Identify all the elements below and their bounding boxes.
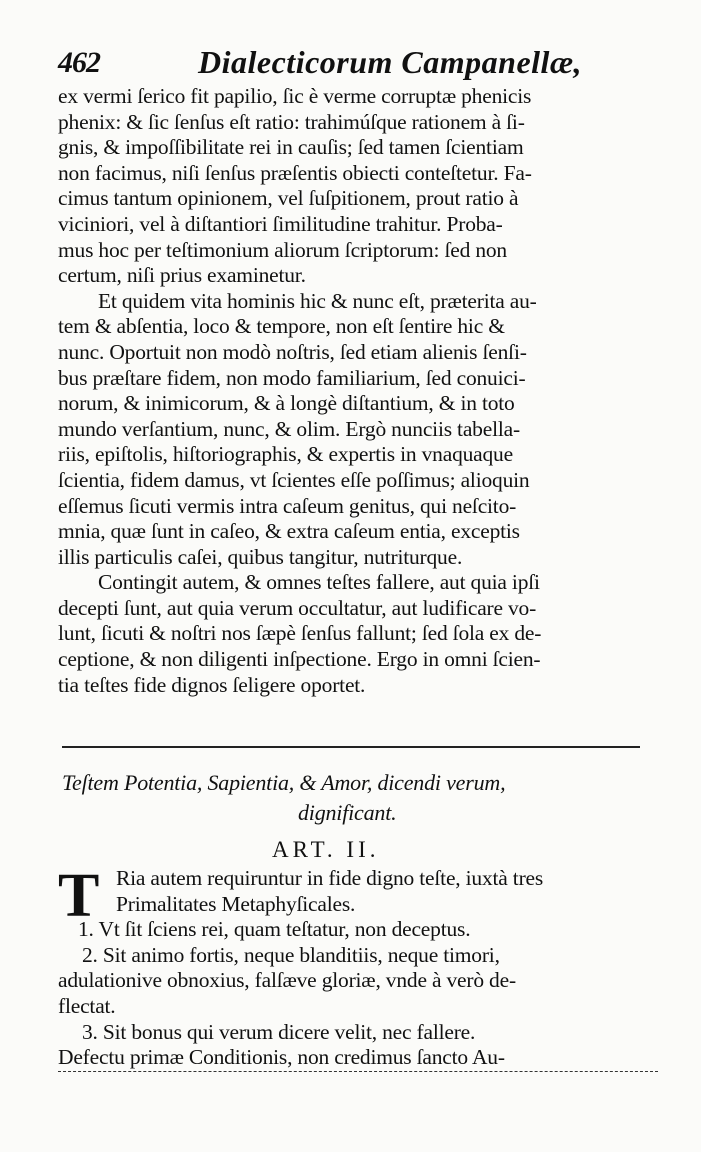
text-line: mnia, quæ ſunt in caſeo, & extra caſeum entia, exceptis <box>58 519 520 544</box>
text-line: phenix: & ſic ſenſus eſt ratio: trahimúſque rationem à ſi- <box>58 109 525 134</box>
text-line: gnis, & impoſſibilitate rei in cauſis; ſed tamen ſcientiam <box>58 135 524 160</box>
page-number: 462 <box>58 46 100 79</box>
text-line: illis particulis caſei, quibus tangitur, nutriturque. <box>58 544 463 569</box>
text-line: eſſemus ſicuti vermis intra caſeum genitus, qui neſcito- <box>58 493 517 518</box>
text-line: bus præſtare fidem, non modo familiarium, ſed conuici- <box>58 365 526 390</box>
drop-cap: T <box>58 862 100 930</box>
text-line: Contingit autem, & omnes teſtes fallere, aut quia ipſi <box>98 570 540 595</box>
text-line: certum, niſi prius examinetur. <box>58 263 306 288</box>
text-line: mundo verſantium, nunc, & olim. Ergò nunciis tabella- <box>58 416 520 441</box>
text-line: flectat. <box>58 993 116 1018</box>
list-item: 3. Sit bonus qui verum dicere velit, nec fallere. <box>82 1019 476 1044</box>
section-heading <box>62 768 652 828</box>
article-label: ART. II. <box>272 837 380 862</box>
text-line: riis, epiſtolis, hiſtoriographis, & expertis in vnaquaque <box>58 442 513 467</box>
main-text <box>58 84 648 698</box>
text-line: norum, & inimicorum, & à longè diſtantium, & in toto <box>58 391 515 416</box>
text-line: viciniori, vel à diſtantiori ſimilitudine trahitur. Proba- <box>58 211 503 236</box>
paragraph-2 <box>58 289 648 571</box>
section-divider <box>62 746 640 748</box>
paragraph-1 <box>58 84 648 289</box>
text-line: non facimus, niſi ſenſus præſentis obiecti conteſtetur. Fa- <box>58 160 532 185</box>
text-line: decepti ſunt, aut quia verum occultatur, aut ludificare vo- <box>58 595 537 620</box>
article-body <box>58 862 658 1072</box>
text-line: adulationive obnoxius, falſæve gloriæ, vnde à verò de- <box>58 968 516 993</box>
text-line: Ria autem requiruntur in fide digno teſte, iuxtà tres <box>116 866 544 890</box>
text-line: ſcientia, fidem damus, vt ſcientes eſſe poſſimus; alioquin <box>58 467 530 492</box>
list-item: 1. Vt ſit ſciens rei, quam teſtatur, non deceptus. <box>78 917 471 942</box>
text-line: lunt, ſicuti & noſtri nos ſæpè ſenſus fallunt; ſed ſola ex de- <box>58 621 542 646</box>
text-line: Et quidem vita hominis hic & nunc eſt, præterita au- <box>98 288 537 313</box>
section-heading-line: Teſtem Potentia, Sapientia, & Amor, dicendi verum, <box>62 770 506 795</box>
text-line: tia teſtes fide dignos ſeligere oportet. <box>58 672 366 697</box>
page-header <box>58 40 658 88</box>
running-head: Dialecticorum Campanellæ, <box>198 44 583 80</box>
text-line: tem & abſentia, loco & tempore, non eſt ſentire hic & <box>58 314 505 339</box>
text-line: ex vermi ſerico fit papilio, ſic è verme corruptæ phenicis <box>58 84 532 108</box>
paragraph-3 <box>58 570 648 698</box>
text-line: Primalitates Metaphyſicales. <box>116 891 356 916</box>
text-line: Defectu primæ Conditionis, non credimus ſancto Au- <box>58 1045 658 1072</box>
text-line: cimus tantum opinionem, vel ſuſpitionem, prout ratio à <box>58 186 519 211</box>
list-item: 2. Sit animo fortis, neque blanditiis, neque timori, <box>82 942 500 967</box>
text-line: ceptione, & non diligenti inſpectione. Ergo in omni ſcien- <box>58 647 541 672</box>
text-line: nunc. Oportuit non modò noſtris, ſed etiam alienis ſenſi- <box>58 339 527 364</box>
section-heading-line: dignificant. <box>298 800 397 825</box>
text-line: mus hoc per teſtimonium aliorum ſcriptorum: ſed non <box>58 237 507 262</box>
